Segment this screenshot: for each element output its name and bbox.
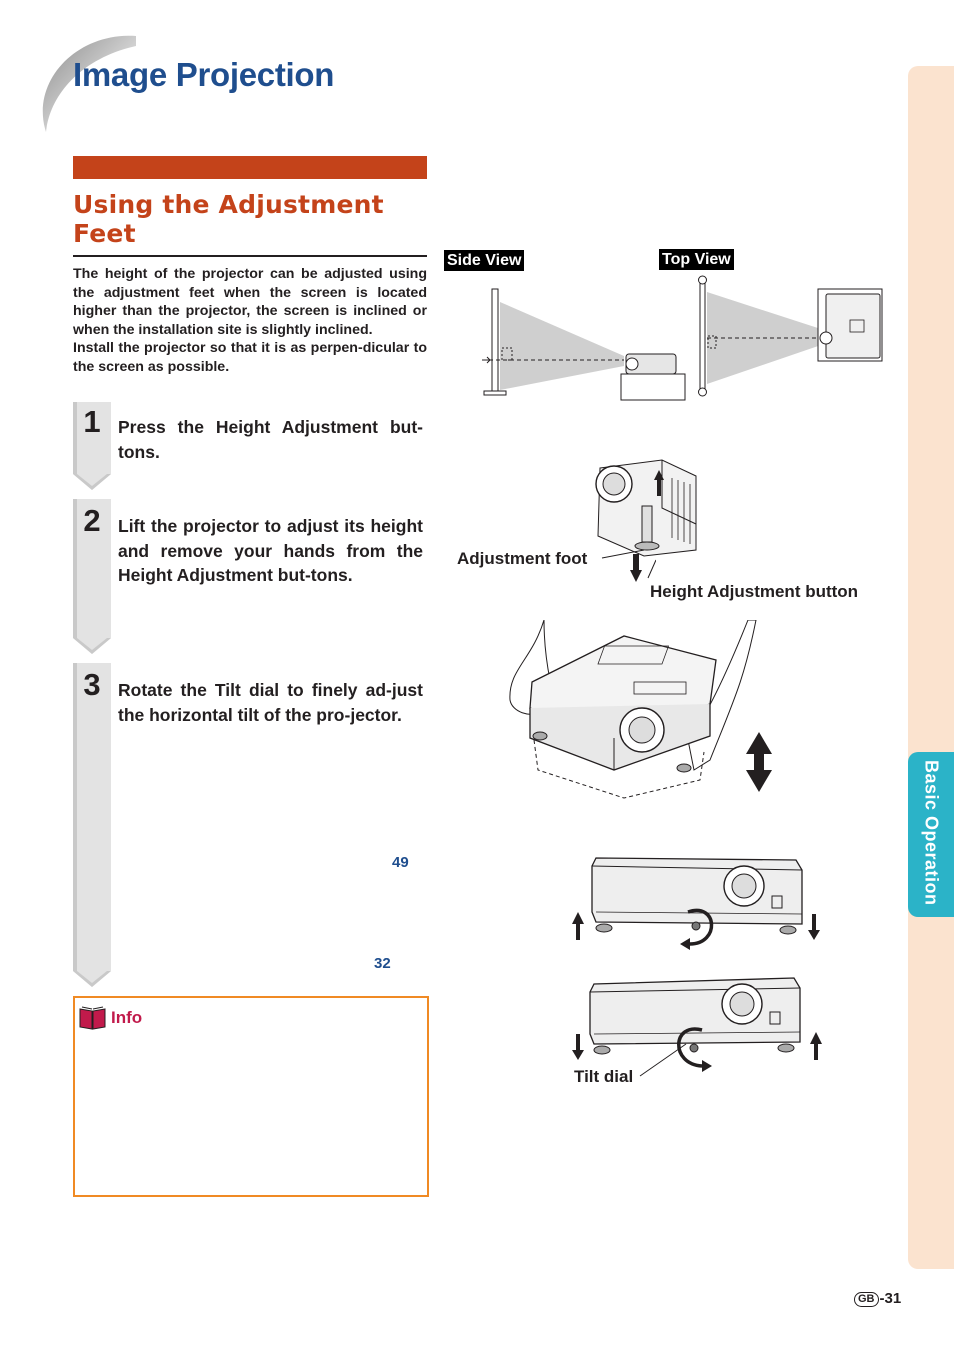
page-number-value: -31 (879, 1290, 902, 1307)
tilt-dial-label: Tilt dial (574, 1067, 634, 1086)
section-bar (73, 156, 427, 179)
step-3-number: 3 (83, 667, 101, 702)
adjustment-foot-label: Adjustment foot (457, 549, 588, 568)
page-title: Image Projection (73, 56, 335, 93)
tilt-dial-leader-line (638, 1040, 688, 1080)
section-heading: Using the Adjustment Feet (73, 190, 384, 248)
side-view-label: Side View (444, 250, 524, 271)
chapter-tab-label-wrap (908, 752, 954, 917)
step-1-text: Press the Height Adjustment but-tons. (118, 417, 423, 462)
region-badge: GB (854, 1292, 879, 1307)
chapter-tab-label: Basic Operation (921, 760, 942, 906)
step-2-text: Lift the projector to adjust its height and remove your hands from the Height Adjustment but-tons. (118, 516, 423, 585)
callout-leader-lines (596, 540, 656, 585)
section-divider (73, 255, 427, 257)
step-3-bar (73, 663, 111, 987)
step-2-number: 2 (83, 503, 101, 538)
page-ref-link[interactable]: 32 (374, 955, 391, 972)
tilt-dial-illustration-1 (566, 852, 826, 954)
side-strip (908, 66, 954, 1269)
lift-projector-illustration (504, 620, 794, 802)
intro-paragraph-1: The height of the projector can be adjusted using the adjustment feet when the screen is located higher than the projector, the screen is inclined or when the installation site is slightly inclined. (73, 266, 427, 338)
height-button-label: Height Adjustment button (650, 582, 859, 601)
page-number (854, 1290, 901, 1307)
step-1-number: 1 (83, 404, 101, 439)
page-ref-link[interactable]: 49 (392, 854, 409, 871)
intro-paragraph-2: Install the projector so that it is as perpen-dicular to the screen as possible. (73, 340, 427, 375)
top-view-label: Top View (659, 249, 734, 270)
step-3-text: Rotate the Tilt dial to finely ad-just the horizontal tilt of the pro-jector. (118, 680, 423, 725)
info-label: Info (111, 1008, 143, 1027)
book-icon (79, 1006, 106, 1030)
intro-text (73, 265, 427, 376)
projection-views-diagram (474, 272, 886, 404)
tilt-dial-illustration-2 (566, 972, 826, 1074)
